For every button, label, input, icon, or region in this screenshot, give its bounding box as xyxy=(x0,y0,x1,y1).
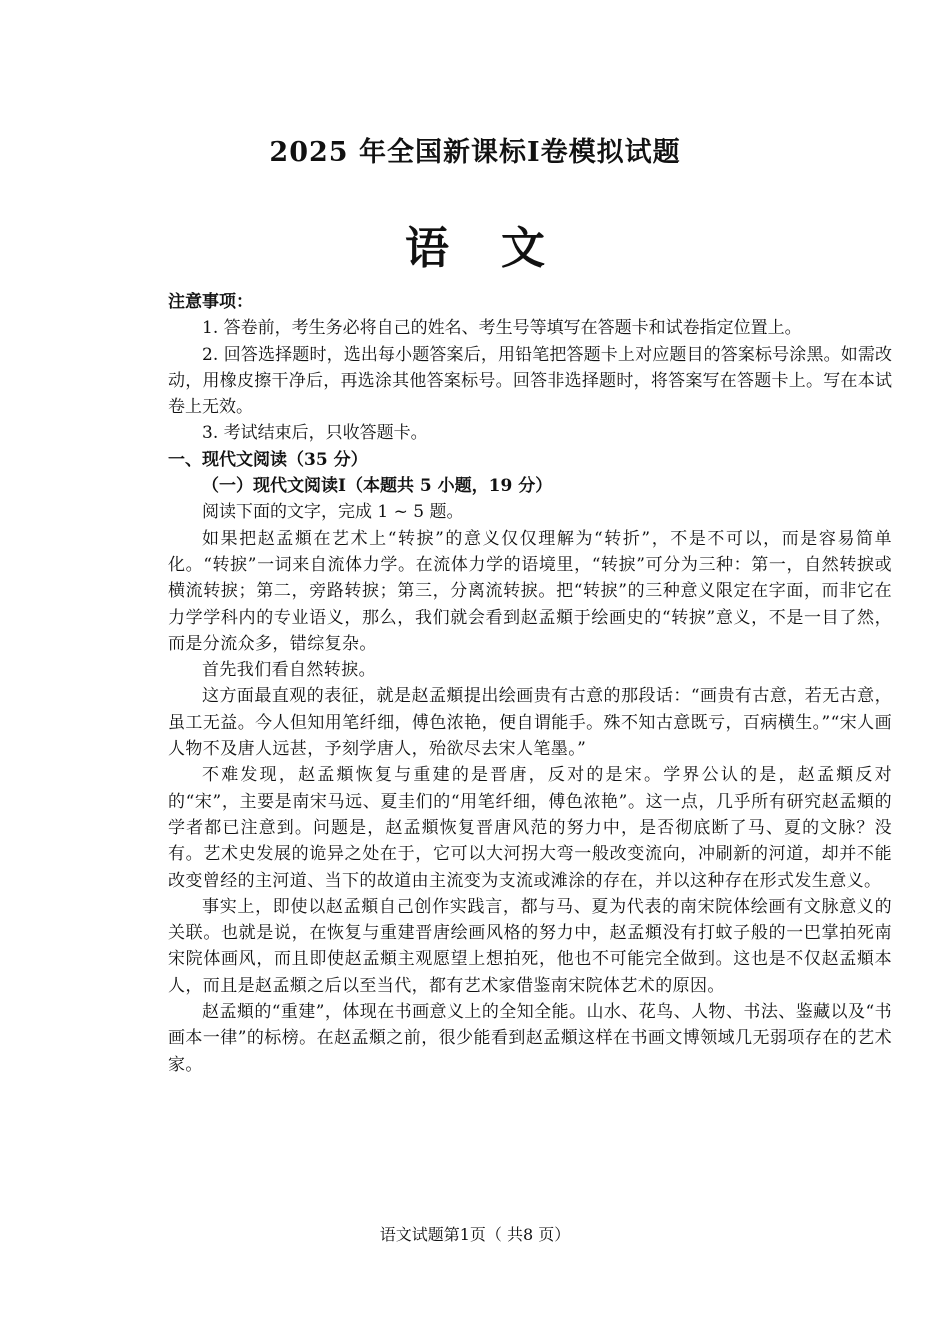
passage-paragraph-6: 赵孟頫的“重建”，体现在书画意义上的全知全能。山水、花鸟、人物、书法、鉴藏以及“书画本一律”的标榜。在赵孟頫之前，很少能看到赵孟頫这样在书画文博领域几无弱项存在的艺术家。 xyxy=(168,1002,892,1075)
notice-heading: 注意事项： xyxy=(168,292,253,312)
passage-paragraph-5: 事实上，即使以赵孟頫自己创作实践言，都与马、夏为代表的南宋院体绘画有文脉意义的关联。也就是说，在恢复与重建晋唐绘画风格的努力中，赵孟頫没有打蚊子般的一巴掌拍死南宋院体画风，而且即使赵孟頫主观愿望上想拍死，他也不可能完全做到。这也是不仅赵孟頫本人，而且是赵孟頫之后以至当代，都有艺术家借鉴南宋院体艺术的原因。 xyxy=(168,896,892,996)
passage-paragraph-4: 不难发现，赵孟頫恢复与重建的是晋唐，反对的是宋。学界公认的是，赵孟頫反对的“宋”，主要是南宋马远、夏圭们的“用笔纤细，傅色浓艳”。这一点，几乎所有研究赵孟頫的学者都已注意到。问题是，赵孟頫恢复晋唐风范的努力中，是否彻底断了马、夏的文脉？没有。艺术史发展的诡异之处在于，它可以大河拐大弯一般改变流向，冲刷新的河道，却并不能改变曾经的主河道、当下的故道由主流变为支流或滩涂的存在，并以这种存在形式发生意义。 xyxy=(168,765,892,891)
subsection-title: （一）现代文阅读Ⅰ（本题共 5 小题，19 分） xyxy=(202,476,553,497)
notice-item-1: 1. 答卷前，考生务必将自己的姓名、考生号等填写在答题卡和试卷指定位置上。 xyxy=(202,318,802,339)
notice-item-2: 2. 回答选择题时，选出每小题答案后，用铅笔把答题卡上对应题目的答案标号涂黑。如需改动，用橡皮擦干净后，再选涂其他答案标号。回答非选择题时，将答案写在答题卡上。写在本试卷上无效。 xyxy=(168,344,892,418)
passage-paragraph-1: 如果把赵孟頫在艺术上“转捩”的意义仅仅理解为“转折”，不是不可以，而是容易简单化。“转捩”一词来自流体力学。在流体力学的语境里，“转捩”可分为三种：第一，自然转捩或横流转捩；第二，旁路转捩；第三，分离流转捩。把“转捩”的三种意义限定在字面，而非它在力学学科内的专业语义，那么，我们就会看到赵孟頫于绘画史的“转捩”意义，不是一目了然，而是分流众多，错综复杂。 xyxy=(168,528,892,654)
exam-title: 2025 年全国新课标Ⅰ卷模拟试题 xyxy=(269,137,681,168)
notice-item-3: 3. 考试结束后，只收答题卡。 xyxy=(202,423,428,444)
passage-paragraph-3: 这方面最直观的表征，就是赵孟頫提出绘画贵有古意的那段话：“画贵有古意，若无古意，虽工无益。今人但知用笔纤细，傅色浓艳，便自谓能手。殊不知古意既亏，百病横生。”“宋人画人物不及唐人远甚，予刻学唐人，殆欲尽去宋人笔墨。” xyxy=(168,686,892,760)
passage-paragraph-2: 首先我们看自然转捩。 xyxy=(202,660,376,681)
page-footer: 语文试题第1页（ 共8 页） xyxy=(379,1225,571,1244)
subject-title: 语文 xyxy=(405,223,597,274)
reading-instruction: 阅读下面的文字，完成 1 ~ 5 题。 xyxy=(202,502,464,523)
section-title: 一、现代文阅读（35 分） xyxy=(168,449,368,470)
exam-body xyxy=(168,289,892,1078)
